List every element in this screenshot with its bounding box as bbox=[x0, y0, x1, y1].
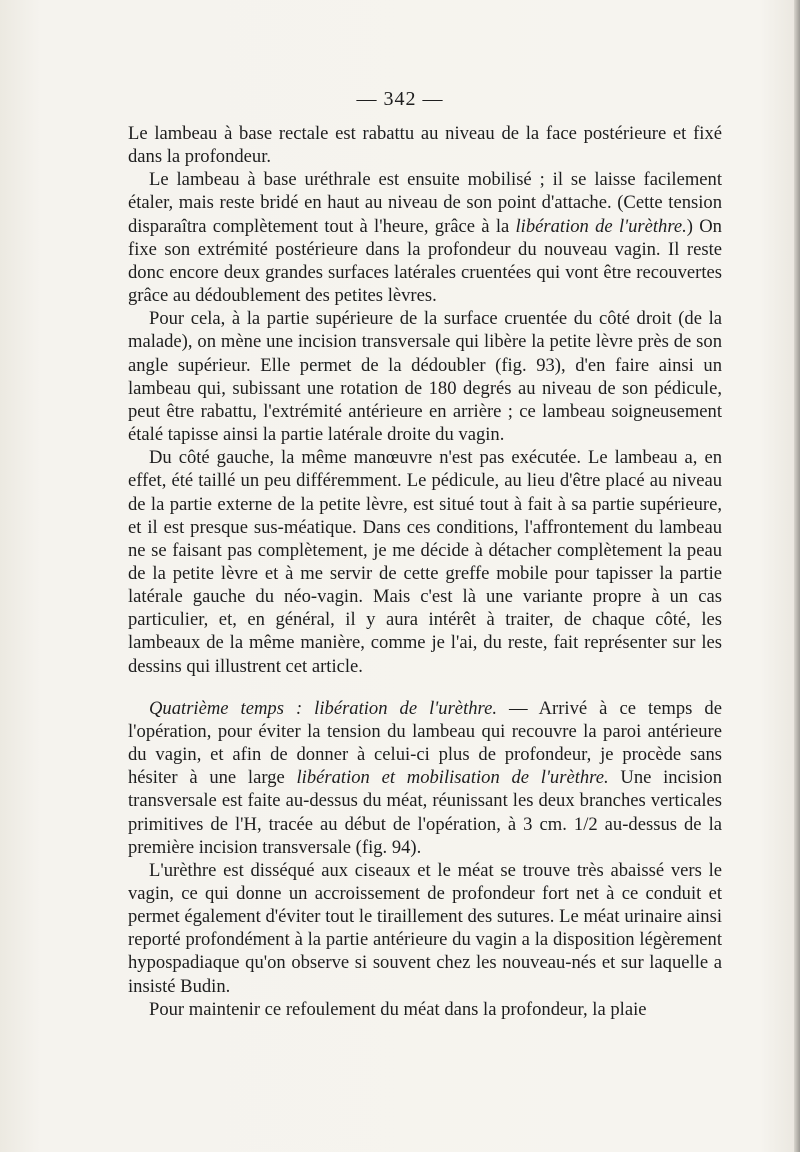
text-segment: Le lambeau à base uréthrale est ensuite mobilisé ; il se laisse facilement étaler, mais reste bridé en haut au niveau de son point d'attache. (Cette tension disparaîtra complètement tout à l'heure, grâce à la bbox=[128, 169, 722, 237]
paragraph bbox=[128, 859, 722, 998]
paragraph bbox=[128, 168, 722, 307]
paragraph bbox=[128, 122, 722, 168]
page-number: — 342 — bbox=[356, 88, 444, 110]
text-segment: Du côté gauche, la même manœuvre n'est pas exécutée. Le lambeau a, en effet, été taillé un peu différemment. Le pédicule, au lieu d'être placé au niveau de la partie externe de la petite lèvre, est situé tout à fait à sa partie supérieure, et il est presque sus-méatique. Dans ces conditions, l'affrontement du lambeau ne se faisant pas complètement, je me décide à détacher complètement la peau de la petite lèvre et à me servir de cette greffe mobile pour tapisser la partie latérale gauche du néo-vagin. Mais c'est là une variante propre à un cas particulier, et, en général, il y aura intérêt à traiter, de chaque côté, les lambeaux de la même manière, comme je l'ai, du reste, fait représenter sur les dessins qui illustrent cet article. bbox=[128, 447, 722, 677]
text-segment: Le lambeau à base rectale est rabattu au niveau de la face postérieure et fixé dans la profondeur. bbox=[128, 123, 722, 168]
text-segment: Une incision transversale est faite au-dessus du méat, réunissant les deux branches verticales primitives de l'H, tracée au début de l'opération, à 3 cm. 1/2 au-dessus de la première incision transversale (fig. 94). bbox=[128, 767, 722, 858]
text-segment: — Arrivé à ce temps de l'opération, pour éviter la tension du lambeau qui recouvre la paroi antérieure du vagin, et afin de donner à celui-ci plus de profondeur, je procède sans hésiter à une large bbox=[128, 697, 722, 789]
page-edge-shadow bbox=[794, 0, 800, 1152]
italic-text: Quatrième temps : libération de l'urèthre. bbox=[149, 697, 497, 719]
text-segment: Pour cela, à la partie supérieure de la surface cruentée du côté droit (de la malade), on mène une incision transversale qui libère la petite lèvre près de son angle supérieur. Elle permet de la dédoubler (fig. 93), d'en faire ainsi un lambeau qui, subissant une rotation de 180 degrés au niveau de son pédicule, peut être rabattu, l'extrémité antérieure en arrière ; ce lambeau soigneusement étalé tapisse ainsi la partie latérale droite du vagin. bbox=[128, 308, 722, 446]
italic-text: libération de l'urèthre. bbox=[515, 215, 687, 237]
section-paragraph bbox=[128, 697, 722, 859]
body-text bbox=[128, 122, 722, 1021]
paragraph bbox=[128, 998, 722, 1021]
text-segment: ) On fixe son extrémité postérieure dans la profondeur du nouveau vagin. Il reste donc encore deux grandes surfaces latérales cruentées qui vont être recouvertes grâce au dédoublement des petites lèvres. bbox=[128, 215, 722, 307]
paragraph bbox=[128, 446, 722, 678]
italic-text: libération et mobilisation de l'urèthre. bbox=[296, 767, 609, 789]
text-segment: Pour maintenir ce refoulement du méat dans la profondeur, la plaie bbox=[149, 998, 647, 1020]
text-segment: L'urèthre est disséqué aux ciseaux et le méat se trouve très abaissé vers le vagin, ce qui donne un accroissement de profondeur fort net à ce conduit et permet également d'éviter tout le tiraillement des sutures. Le méat urinaire ainsi reporté profondément à la partie antérieure du vagin a la disposition légèrement hypospadiaque qu'on observe si souvent chez les nouveau-nés et sur laquelle a insisté Budin. bbox=[128, 859, 722, 997]
paragraph bbox=[128, 307, 722, 446]
